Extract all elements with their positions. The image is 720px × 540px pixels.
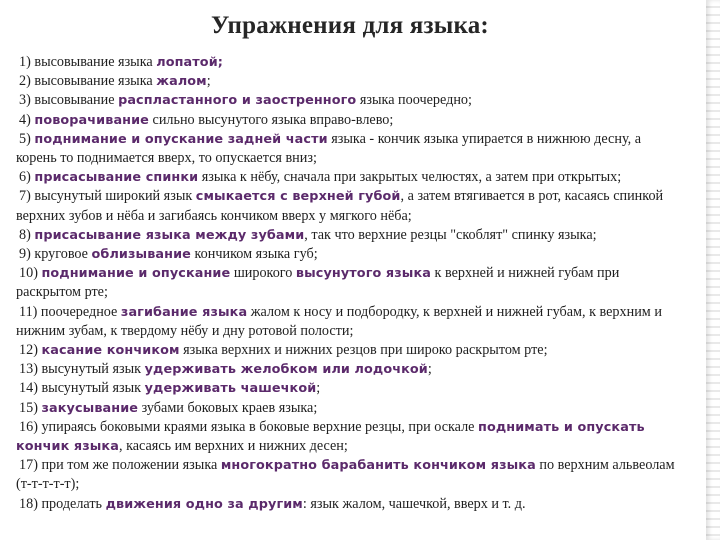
highlighted-term: удерживать чашечкой xyxy=(144,381,317,397)
item-text: 8) xyxy=(19,226,35,243)
item-text: зубами боковых краев языка; xyxy=(138,399,318,416)
item-text: ; xyxy=(206,73,211,90)
item-text: языка верхних и нижних резцов при широко раскрытом рте; xyxy=(179,342,548,359)
highlighted-term: смыкается с верхней губой xyxy=(195,189,401,205)
item-text: 13) высунутый язык xyxy=(19,361,145,378)
list-item xyxy=(16,341,684,360)
list-item xyxy=(16,111,684,130)
list-item xyxy=(16,72,684,91)
highlighted-term: загибание языка xyxy=(120,304,248,320)
item-text: языка поочередно; xyxy=(356,92,472,109)
item-text: 4) xyxy=(19,111,35,128)
list-item xyxy=(16,303,684,341)
list-item xyxy=(16,495,684,514)
item-text: , а затем втягивается в рот, касаясь спинкой верхних зубов и нёба и загибаясь кончиком вверх у мягкого нёба; xyxy=(16,188,664,224)
list-item xyxy=(16,91,684,110)
item-text: , касаясь им верхних и нижних десен; xyxy=(118,438,348,455)
item-text: 3) высовывание xyxy=(19,92,119,109)
item-text: 12) xyxy=(19,342,42,359)
list-item xyxy=(16,456,684,494)
item-text: ; xyxy=(427,361,432,378)
item-text: по верхним альвеолам (т-т-т-т-т); xyxy=(16,457,675,493)
highlighted-term: жалом xyxy=(156,74,207,90)
item-text: 14) высунутый язык xyxy=(19,380,145,397)
item-text: языка к нёбу, сначала при закрытых челюстях, а затем при открытых; xyxy=(198,169,622,186)
item-text: ; xyxy=(316,380,321,397)
highlighted-term: облизывание xyxy=(91,247,191,263)
highlighted-term: распластанного и заостренного xyxy=(118,93,357,109)
list-item xyxy=(16,360,684,379)
exercise-list xyxy=(16,53,684,514)
item-text: , так что верхние резцы "скоблят" спинку языка; xyxy=(304,226,597,243)
item-text: 7) высунутый широкий язык xyxy=(19,188,196,205)
item-text: 6) xyxy=(19,169,35,186)
highlighted-term: поднимать и опускать кончик языка xyxy=(16,419,645,455)
list-item xyxy=(16,187,684,225)
highlighted-term: присасывание спинки xyxy=(34,170,199,186)
list-item xyxy=(16,399,684,418)
item-text: : язык жалом, чашечкой, вверх и т. д. xyxy=(302,495,526,512)
highlighted-term: присасывание языка между зубами xyxy=(34,227,305,243)
item-text: 17) при том же положении языка xyxy=(19,457,221,474)
item-text: жалом к носу и подбородку, к верхней и нижней губам, к верхним и нижним зубам, к твердому нёбу и дну ротовой полости; xyxy=(16,303,662,339)
list-item xyxy=(16,418,684,456)
list-item xyxy=(16,245,684,264)
highlighted-term: лопатой; xyxy=(156,55,223,70)
item-text: 5) xyxy=(19,130,35,147)
item-text: кончиком языка губ; xyxy=(190,246,318,263)
list-item xyxy=(16,168,684,187)
item-text: 2) высовывание языка xyxy=(19,73,157,90)
item-text: 9) круговое xyxy=(19,246,92,263)
highlighted-term: закусывание xyxy=(41,400,139,416)
highlighted-term: поворачивание xyxy=(34,112,149,128)
highlighted-term: движения одно за другим xyxy=(105,496,303,512)
list-item xyxy=(16,226,684,245)
highlighted-term: поднимание и опускание xyxy=(41,266,231,282)
item-text: 1) высовывание языка xyxy=(19,54,157,70)
item-text: 16) упираясь боковыми краями языка в боковые верхние резцы, при оскале xyxy=(19,418,479,435)
list-item xyxy=(16,379,684,398)
list-item xyxy=(16,53,684,72)
list-item xyxy=(16,130,684,168)
item-text: 11) поочередное xyxy=(19,303,121,320)
highlighted-term: многократно барабанить кончиком языка xyxy=(220,458,536,474)
highlighted-term: высунутого языка xyxy=(295,266,431,282)
item-text: языка - кончик языка упирается в нижнюю десну, а корень то поднимается вверх, то опускается вниз; xyxy=(16,130,642,167)
item-text: 18) проделать xyxy=(19,495,106,512)
item-text: широкого xyxy=(230,265,296,282)
highlighted-term: удерживать желобком или лодочкой xyxy=(144,362,428,378)
highlighted-term: касание кончиком xyxy=(41,343,180,359)
page-edge-decoration xyxy=(706,0,720,540)
highlighted-term: поднимание и опускание задней части xyxy=(34,131,328,147)
page-title: Упражнения для языка: xyxy=(211,12,489,39)
item-text: 15) xyxy=(19,399,42,416)
item-text: к верхней и нижней губам при раскрытом рте; xyxy=(16,265,620,301)
item-text: сильно высунутого языка вправо-влево; xyxy=(148,111,394,128)
item-text: 10) xyxy=(19,265,42,282)
list-item xyxy=(16,264,684,302)
